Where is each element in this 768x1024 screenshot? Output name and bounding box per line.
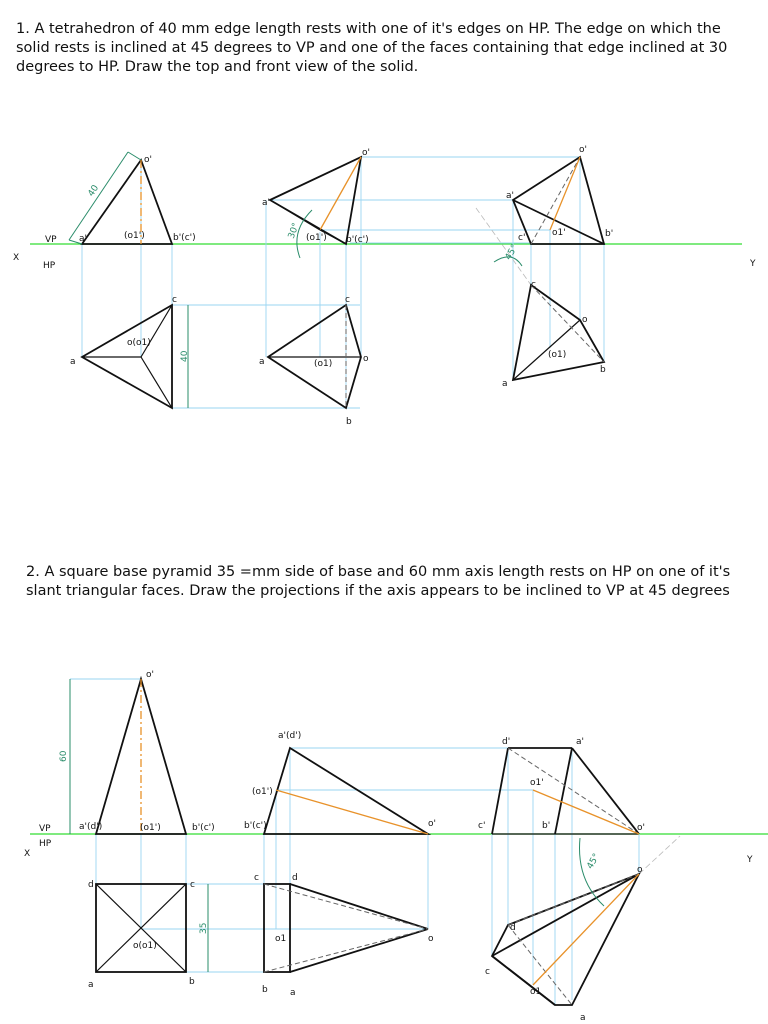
dim-40-t1: 40 — [180, 350, 190, 362]
lbl-o1-t2: (o1) — [314, 359, 333, 369]
fig2-front-view-2 — [244, 731, 436, 834]
fig1-top-view-2 — [259, 295, 369, 427]
lbl-bc-v1: b'(c') — [173, 233, 196, 243]
lbl-o1-v3: o1' — [552, 228, 566, 238]
lbl-b-prime-v3: b' — [605, 229, 614, 239]
lbl-o1-f2t3: o1 — [530, 987, 542, 997]
fig2-top-view-3 — [485, 838, 643, 1023]
fig1-top-view-1 — [70, 295, 190, 408]
fig2-top-view-2 — [254, 873, 434, 998]
lbl-c-t3: c — [531, 280, 536, 290]
fig2-front-view-1 — [59, 670, 215, 834]
lbl-o-prime-f2v2: o' — [428, 819, 436, 829]
lbl-bc-v2: b'(c') — [346, 235, 369, 245]
dim-40-v1: 40 — [86, 183, 102, 199]
lbl-a-t2: a — [259, 357, 265, 367]
fig2-front-view-3 — [478, 737, 645, 834]
lbl-bc-f2v1: b'(c') — [192, 823, 215, 833]
lbl-b-prime-f2v3: b' — [542, 821, 551, 831]
lbl-ad-f2v1: a'(d') — [79, 822, 103, 832]
lbl-c-prime-f2v3: c' — [478, 821, 486, 831]
hp-label-1: HP — [43, 261, 56, 271]
figure-1 — [13, 145, 756, 427]
lbl-o-t1: o(o1) — [127, 338, 151, 348]
lbl-c-t2: c — [345, 295, 350, 305]
question-1-text: 1. A tetrahedron of 40 mm edge length rests with one of it's edges on HP. The edge on which the solid rests is inclined at 45 degrees to VP and one of the faces containing that edge inclined at 30 degrees to HP. Draw the top and front view of the solid. — [16, 21, 728, 75]
lbl-o1-t3: (o1) — [548, 350, 567, 360]
angle-45-v3: 45° — [503, 243, 521, 262]
lbl-o-f2t1: o(o1) — [133, 941, 157, 951]
question-2-text: 2. A square base pyramid 35 =mm side of base and 60 mm axis length rests on HP on one of it's slant triangular faces. Draw the projections if the axis appears to be inclined to VP at 45 degrees — [26, 564, 731, 599]
lbl-b-f2t2: b — [262, 985, 268, 995]
lbl-a-f2t3: a — [580, 1013, 586, 1023]
lbl-a-t1: a — [70, 357, 76, 367]
fig1-top-view-3 — [502, 280, 606, 389]
lbl-d-prime-f2v3: d' — [502, 737, 511, 747]
lbl-o-prime-v1: o' — [144, 155, 152, 165]
lbl-c-t1: c — [172, 295, 177, 305]
lbl-a-prime-f2v3: a' — [576, 737, 584, 747]
lbl-o1-v2: (o1') — [306, 233, 327, 243]
angle-45-f2t3: 45° — [585, 852, 603, 871]
lbl-a-prime-v2: a' — [262, 198, 270, 208]
lbl-o1-f2v2: (o1') — [252, 787, 273, 797]
lbl-c-f2t1: c — [190, 880, 195, 890]
angle-30-v2: 30° — [286, 221, 302, 241]
lbl-a-f2t1: a — [88, 980, 94, 990]
x-label-2: X — [24, 849, 31, 859]
lbl-o1-f2v3: o1' — [530, 778, 544, 788]
figure-2 — [24, 670, 768, 1023]
fig1-front-view-1 — [69, 152, 196, 244]
hp-label-2: HP — [39, 839, 52, 849]
lbl-c-f2t2: c — [254, 873, 259, 883]
fig2-top-view-1 — [88, 880, 209, 990]
vp-label-2: VP — [39, 824, 51, 834]
lbl-o-prime-f2v1: o' — [146, 670, 154, 680]
lbl-o1-f2v1: (o1') — [140, 823, 161, 833]
dim-60-v1: 60 — [59, 750, 69, 762]
lbl-a-f2t2: a — [290, 988, 296, 998]
lbl-b-f2t1: b — [189, 977, 195, 987]
y-label-2: Y — [747, 855, 753, 865]
lbl-ad-f2v2: a'(d') — [278, 731, 302, 741]
lbl-o1-v1: (o1') — [124, 231, 145, 241]
vp-label-1: VP — [45, 235, 57, 245]
lbl-d-f2t2: d — [292, 873, 298, 883]
lbl-bc-f2v2: b'(c') — [244, 821, 267, 831]
lbl-o-f2t2: o — [428, 934, 434, 944]
fig1-front-view-3 — [476, 145, 613, 285]
projector-lines-2 — [70, 679, 680, 1005]
lbl-o-f2t3: o — [637, 865, 643, 875]
dim-35-t1: 35 — [199, 922, 209, 934]
lbl-a-t3: a — [502, 379, 508, 389]
fig1-front-view-2 — [262, 148, 370, 258]
lbl-c-prime-v3: c' — [518, 233, 526, 243]
lbl-d-f2t3: d — [510, 923, 516, 933]
y-label-1: Y — [750, 259, 756, 269]
lbl-o-t3: o — [582, 315, 588, 325]
lbl-o1-f2t2: o1 — [275, 934, 287, 944]
lbl-b-t3: b — [600, 365, 606, 375]
lbl-o-t2: o — [363, 354, 369, 364]
lbl-o-prime-v3: o' — [579, 145, 587, 155]
lbl-a-prime-v3: a' — [506, 191, 514, 201]
x-label-1: X — [13, 253, 20, 263]
lbl-d-f2t1: d — [88, 880, 94, 890]
lbl-o-prime-f2v3: o' — [637, 823, 645, 833]
lbl-c-f2t3: c — [485, 967, 490, 977]
lbl-b-t2: b — [346, 417, 352, 427]
lbl-o-prime-v2: o' — [362, 148, 370, 158]
projector-lines-1 — [82, 157, 604, 408]
lbl-a-prime-v1: a' — [79, 234, 87, 244]
